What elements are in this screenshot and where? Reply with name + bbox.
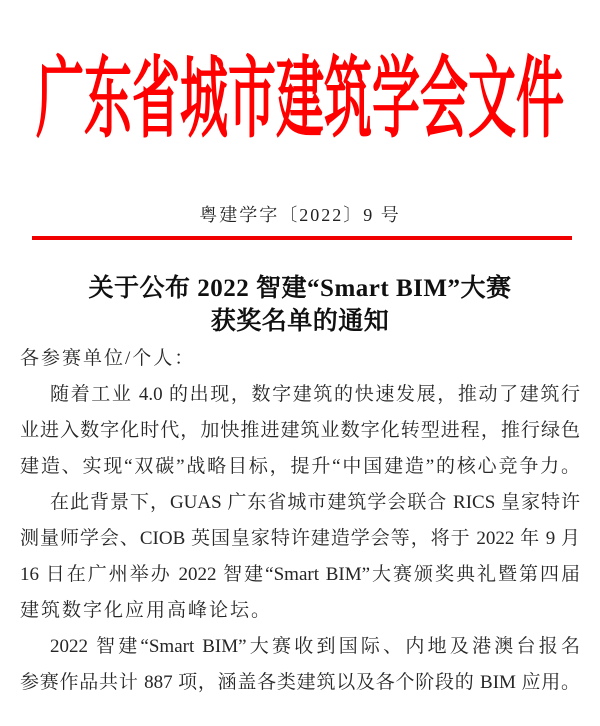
red-divider-line [32, 236, 572, 240]
body-line: 2022 智建“Smart BIM”大赛收到国际、内地及港澳台报名 [50, 636, 580, 657]
notice-title-line2: 获奖名单的通知 [210, 308, 390, 335]
salutation-line: 各参赛单位/个人： [20, 348, 196, 369]
body-line: 在此背景下，GUAS 广东省城市建筑学会联合 RICS 皇家特许 [50, 492, 580, 513]
notice-title [0, 272, 600, 338]
body-line: 测量师学会、CIOB 英国皇家特许建造学会等，将于 2022 年 9 月 [20, 528, 580, 549]
body-line: 业进入数字化时代，加快推进建筑业数字化转型进程，推行绿色 [20, 420, 580, 441]
body-line: 建造、实现“双碳”战略目标，提升“中国建造”的核心竞争力。 [20, 456, 580, 477]
body-line: 16 日在广州举办 2022 智建“Smart BIM”大赛颁奖典礼暨第四届 [20, 564, 580, 585]
body-line: 建筑数字化应用高峰论坛。 [20, 600, 273, 621]
paragraph [20, 485, 580, 629]
document-number: 粤建学字〔2022〕9 号 [199, 205, 401, 225]
paragraph [20, 629, 580, 701]
body-line: 参赛作品共计 887 项，涵盖各类建筑以及各个阶段的 BIM 应用。 [20, 672, 580, 693]
body-line: 随着工业 4.0 的出现，数字建筑的快速发展，推动了建筑行 [50, 384, 580, 405]
document-body [20, 341, 580, 701]
notice-title-line1: 关于公布 2022 智建“Smart BIM”大赛 [88, 275, 512, 302]
masthead-title: 广东省城市建筑学会文件 [35, 51, 564, 150]
paragraph [20, 377, 580, 485]
